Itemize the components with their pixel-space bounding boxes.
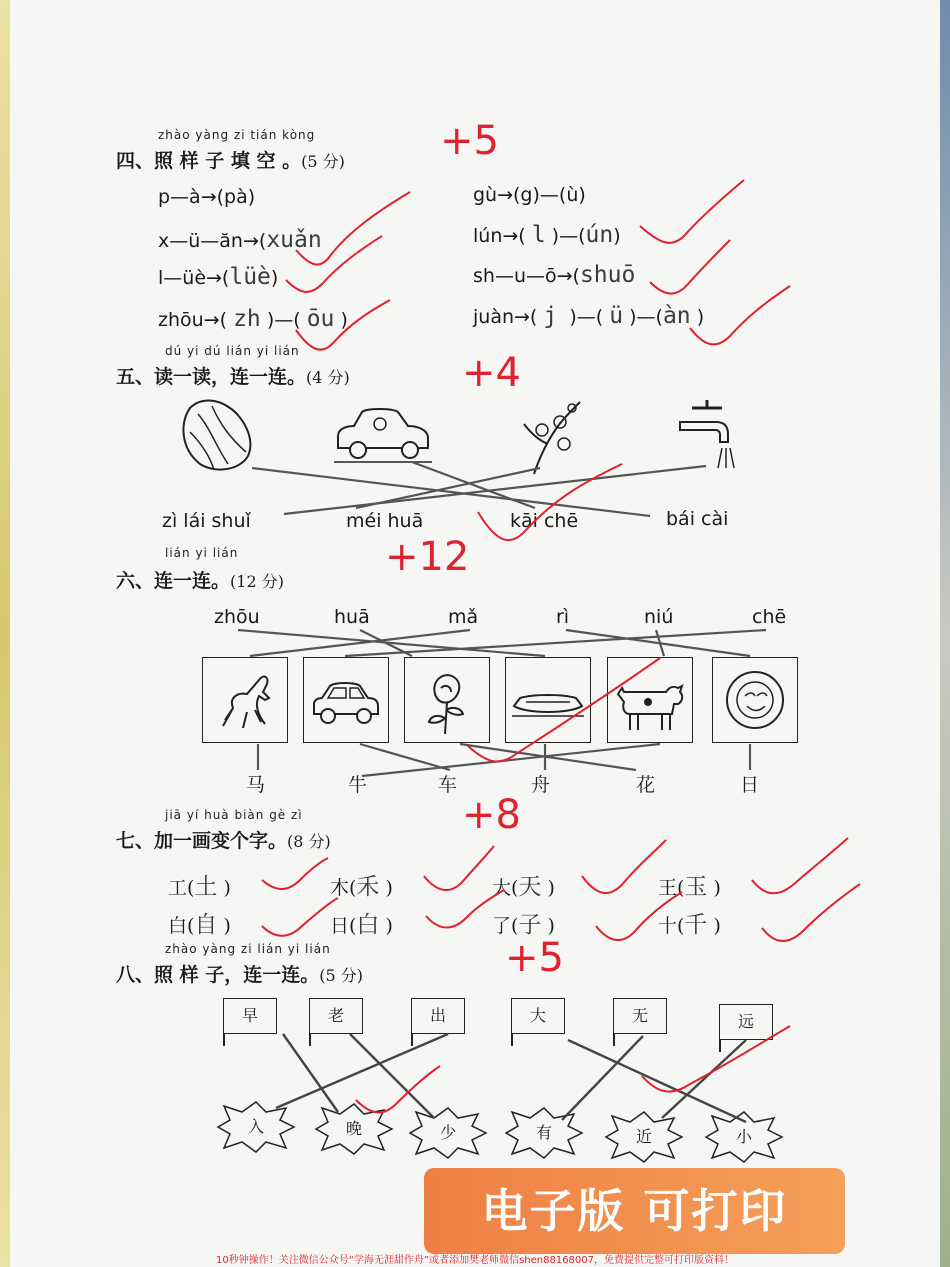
s7-title: 七、加一画变个字。(8 分) (116, 830, 331, 852)
s8-star-3: 少 (406, 1106, 490, 1160)
footer-notice: 10秒钟操作！关注微信公众号“学海无涯甜作舟”或者添加樊老师微信shen88168007，免费提供完整可打印版资料！ (215, 1255, 735, 1266)
s6-char-2: 牛 (348, 774, 368, 796)
s5-word-1: zì lái shuǐ (162, 510, 251, 532)
s4-row4-left: zhōu→( zh )—( ōu ) (158, 306, 348, 332)
s8-flag-2: 老 (309, 998, 363, 1034)
s6-title: 六、连一连。(12 分) (116, 570, 284, 592)
s5-score: +4 (462, 350, 521, 396)
s7-item-7: 了(子 ) (492, 912, 555, 938)
s8-title: 八、照 样 子，连一连。(5 分) (116, 964, 363, 986)
printable-banner: 电子版 可打印 (424, 1168, 845, 1254)
s6-char-4: 舟 (531, 774, 551, 796)
s6-pinyin-6: chē (752, 606, 787, 628)
s4-score: +5 (440, 118, 499, 164)
flower-icon (404, 657, 490, 743)
s5-word-3: kāi chē (510, 510, 579, 532)
background-edge-right (940, 0, 950, 1267)
s4-title: 四、照 样 子 填 空 。(5 分) (116, 150, 345, 172)
s4-pinyin: zhào yàng zi tián kòng (158, 128, 316, 142)
s8-star-6: 小 (702, 1110, 786, 1164)
s7-item-4: 王(玉 ) (658, 874, 721, 900)
s6-char-5: 花 (636, 774, 656, 796)
s4-row4-right: juàn→( j )—( ü )—(àn ) (473, 303, 705, 329)
s4-row2-left: x—ü—ăn→(xuǎn (158, 227, 322, 253)
s7-item-1: 工(土 ) (168, 874, 231, 900)
s8-score: +5 (505, 935, 564, 981)
s8-flag-6: 远 (719, 1004, 773, 1040)
s6-pinyin-4: rì (556, 606, 570, 628)
plum-blossom-icon (514, 396, 586, 476)
s5-pinyin: dú yi dú lián yi lián (165, 344, 300, 358)
s8-pinyin: zhào yàng zi lián yi lián (165, 942, 331, 956)
s4-row2-right: lún→( l )—(ún) (473, 222, 621, 248)
s8-flag-1: 早 (223, 998, 277, 1034)
background-edge-left (0, 0, 10, 1267)
s7-score: +8 (462, 792, 521, 838)
s5-word-4: bái cài (666, 508, 729, 530)
s4-row1-left: p—à→(pà) (158, 186, 256, 208)
s8-flag-3: 出 (411, 998, 465, 1034)
s5-word-2: méi huā (346, 510, 424, 532)
boat-icon (505, 657, 591, 743)
s8-star-2: 晚 (312, 1102, 396, 1156)
s4-row3-left: l—üè→(lüè) (158, 264, 279, 290)
s8-star-5: 近 (602, 1110, 686, 1164)
handwritten-answer: xuǎn (266, 227, 322, 253)
s6-char-3: 车 (438, 774, 458, 796)
s6-pinyin-5: niú (644, 606, 674, 628)
s8-flag-5: 无 (613, 998, 667, 1034)
faucet-icon (676, 394, 738, 470)
cabbage-icon (176, 398, 256, 474)
s7-item-3: 大(天 ) (492, 874, 555, 900)
s6-pinyin-3: mǎ (448, 606, 479, 628)
car-icon (332, 404, 436, 466)
cow-icon (607, 657, 693, 743)
s6-char-1: 马 (246, 774, 266, 796)
s6-score: +12 (385, 534, 470, 580)
s8-flag-4: 大 (511, 998, 565, 1034)
s7-pinyin: jiā yí huà biàn gè zì (165, 808, 303, 822)
horse-icon (202, 657, 288, 743)
s7-item-2: 木(禾 ) (330, 874, 393, 900)
s6-char-6: 日 (740, 774, 760, 796)
s6-pinyin-2: huā (334, 606, 370, 628)
s7-item-6: 日(白 ) (330, 912, 393, 938)
car-icon (303, 657, 389, 743)
s8-star-4: 有 (502, 1106, 586, 1160)
s4-row1-right: gù→(g)—(ù) (473, 184, 586, 206)
sun-icon (712, 657, 798, 743)
s6-pinyin: lián yi lián (165, 546, 239, 560)
s7-item-5: 白(自 ) (168, 912, 231, 938)
s6-pinyin-1: zhōu (214, 606, 260, 628)
s7-item-8: 十(千 ) (658, 912, 721, 938)
s4-row3-right: sh—u—ō→(shuō (473, 262, 636, 288)
s8-star-1: 入 (214, 1100, 298, 1154)
s5-title: 五、读一读，连一连。(4 分) (116, 366, 350, 388)
